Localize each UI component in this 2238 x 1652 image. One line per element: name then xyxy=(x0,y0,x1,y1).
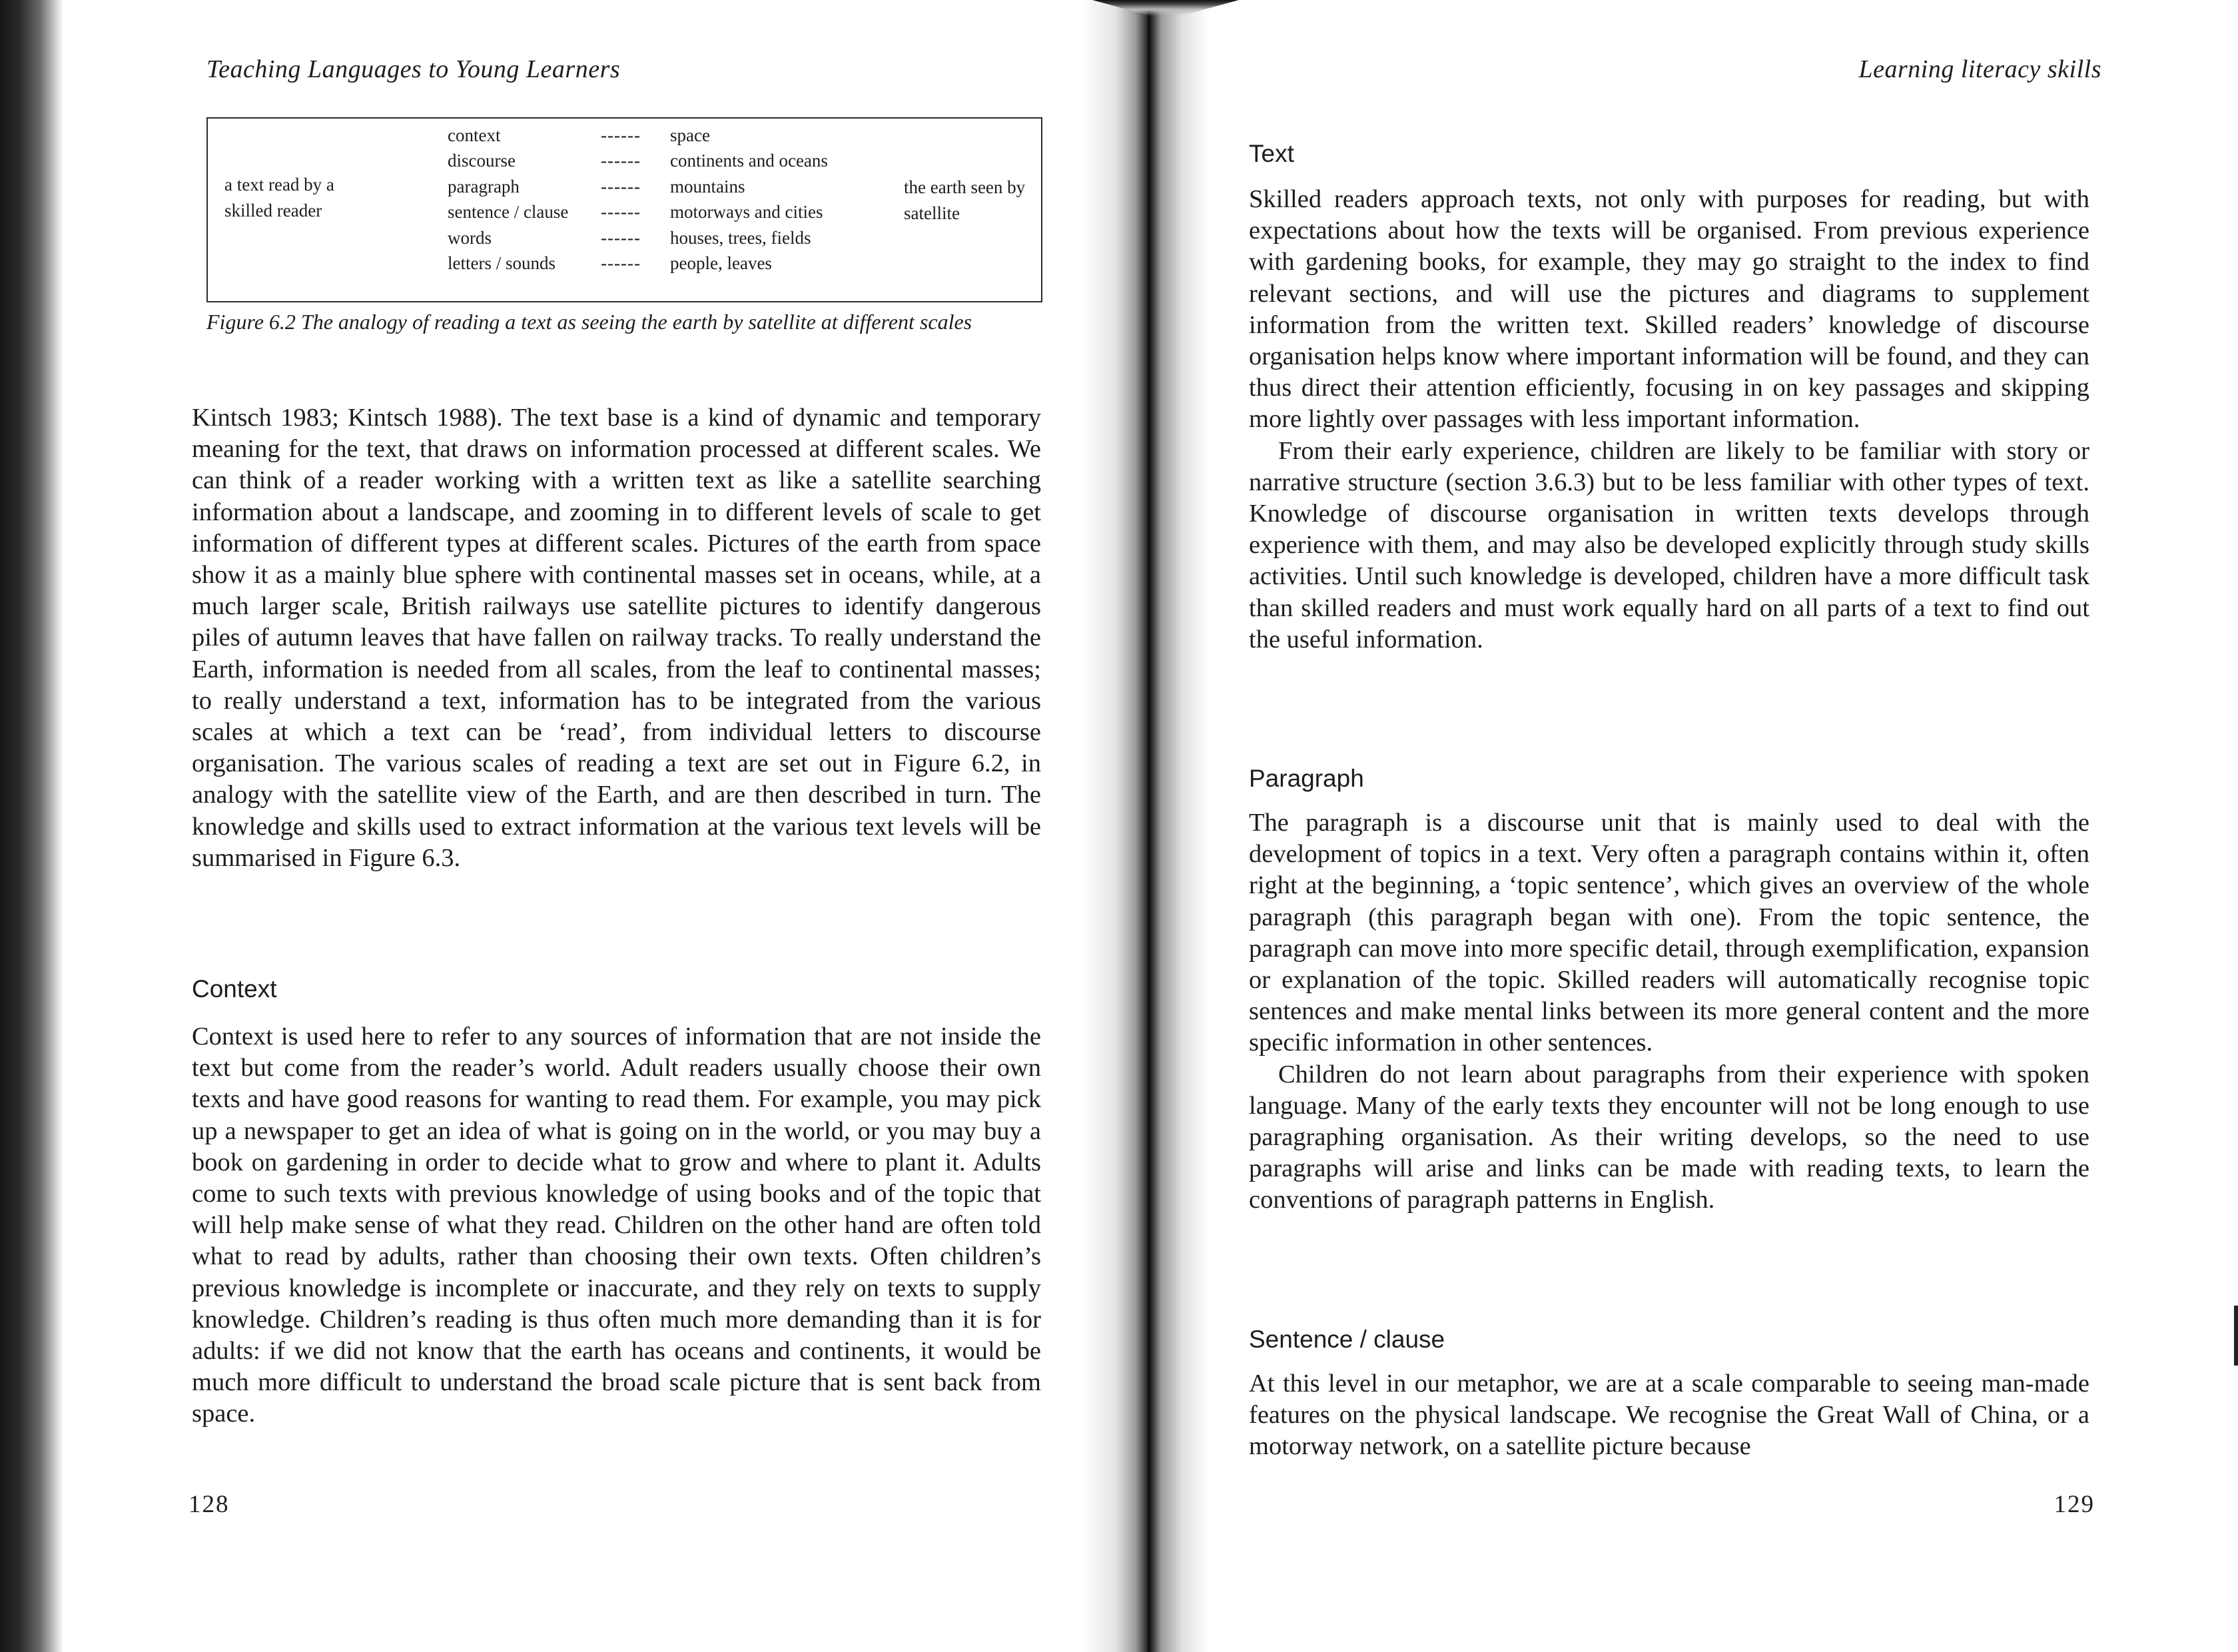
figure-text-level: context xyxy=(448,125,501,145)
figure-row xyxy=(448,149,894,175)
figure-text-level: discourse xyxy=(448,151,516,171)
figure-text-level: sentence / clause xyxy=(448,202,569,222)
sentence-clause-heading: Sentence / clause xyxy=(1249,1326,1445,1353)
left-page xyxy=(180,0,1046,1652)
figure-dash: ------ xyxy=(601,202,641,222)
scan-right-edge-mark xyxy=(2234,1306,2238,1366)
text-paragraph-2: From their early experience, children are likely to be familiar with story or narrative structure (section 3.6.3) but to be less familiar with other types of text. Knowledge of discourse organisation in written texts develops through experience with them, and may also be developed explicitly through study skills activities. Until such knowledge is developed, children have a more difficult task than skilled readers and must work equally hard on all parts of a text to find out the useful information. xyxy=(1249,436,2089,653)
intro-paragraph: Kintsch 1983; Kintsch 1988). The text base is a kind of dynamic and temporary meaning for the text, that draws on information processed at different scales. We can think of a reader working with a written text as like a satellite searching information about a landscape, and zooming in to different levels of scale to get information of different types at different scales. Pictures of the earth from space show it as a mainly blue sphere with continental masses set in oceans, while, at a much larger scale, British railways use satellite pictures to identify dangerous piles of autumn leaves that have fallen on railway tracks. To really understand the Earth, information is needed from all scales, from the leaf to continental masses; to really understand a text, information has to be integrated from the various scales at which a text can be ‘read’, from individual letters to discourse organisation. The various scales of reading a text are set out in Figure 6.2, in analogy with the satellite view of the Earth, and are then described in turn. The knowledge and skills used to extract information at the various text levels will be summarised in Figure 6.3. xyxy=(192,404,1041,872)
right-running-head: Learning literacy skills xyxy=(1858,55,2101,83)
figure-rows xyxy=(448,123,894,276)
figure-earth-feature: mountains xyxy=(670,176,745,197)
book-gutter-shadow xyxy=(1082,0,1209,1652)
figure-row xyxy=(448,251,894,277)
paragraph-section-body xyxy=(1249,807,2089,1216)
figure-text-level: words xyxy=(448,227,492,248)
figure-row xyxy=(448,225,894,251)
figure-earth-feature: houses, trees, fields xyxy=(670,227,811,248)
sentence-section-body xyxy=(1249,1368,2089,1463)
figure-6-2-box xyxy=(206,117,1042,302)
page-number-right: 129 xyxy=(2053,1491,2095,1518)
text-heading: Text xyxy=(1249,140,1294,167)
left-running-head: Teaching Languages to Young Learners xyxy=(206,55,621,83)
figure-earth-feature: continents and oceans xyxy=(670,151,828,171)
figure-left-label: a text read by a skilled reader xyxy=(224,175,334,220)
figure-text-level: letters / sounds xyxy=(448,253,556,274)
figure-earth-feature: space xyxy=(670,125,710,145)
figure-earth-feature: motorways and cities xyxy=(670,202,823,222)
paragraph-heading: Paragraph xyxy=(1249,765,1364,792)
figure-dash: ------ xyxy=(601,253,641,274)
figure-row xyxy=(448,200,894,226)
figure-dash: ------ xyxy=(601,151,641,171)
figure-dash: ------ xyxy=(601,227,641,248)
right-page xyxy=(1249,0,2101,1652)
paragraph-paragraph-2: Children do not learn about paragraphs from their experience with spoken language. Many of the early texts they encounter will not be long enough to use paragraphing organisation. As their writing develops, so the need to use paragraphs will arise and links can be made with reading texts, to learn the conventions of paragraph patterns in English. xyxy=(1249,1060,2089,1214)
text-paragraph-1: Skilled readers approach texts, not only with purposes for reading, but with expectations about how the texts will be organised. From previous experience with gardening books, for example, they may go straight to the index to find relevant sections, and will use the pictures and diagrams to supplement information from the written text. Skilled readers’ knowledge of discourse organisation helps know where important information will be found, and they can thus direct their attention efficiently, focusing in on key passages and skipping more lightly over passages with less important information. xyxy=(1249,185,2089,434)
figure-row xyxy=(448,174,894,200)
page-number-left: 128 xyxy=(188,1491,230,1518)
left-intro-text xyxy=(192,402,1041,874)
figure-row xyxy=(448,123,894,149)
figure-dash: ------ xyxy=(601,176,641,197)
context-paragraph: Context is used here to refer to any sources of information that are not inside the text but come from the reader’s world. Adult readers usually choose their own texts and have good reasons for wanting to read them. For example, you may pick up a newspaper to get an idea of what is going on in the world, or you may buy a book on gardening in order to decide what to grow and where to plant it. Adults come to such texts with previous knowledge of using books and of the topic that will help make sense of what they read. Children on the other hand are often told what to read by adults, rather than choosing their own texts. Often children’s previous knowledge is incomplete or inaccurate, and they rely on texts to supply knowledge. Children’s reading is thus often much more demanding than it is for adults: if we did not know that the earth has oceans and continents, it would be much more difficult to understand the broad scale picture that is sent back from space. xyxy=(192,1023,1041,1428)
scan-edge-shadow xyxy=(0,0,63,1652)
figure-text-level: paragraph xyxy=(448,176,520,197)
context-heading: Context xyxy=(192,975,277,1003)
figure-earth-feature: people, leaves xyxy=(670,253,772,274)
paragraph-paragraph-1: The paragraph is a discourse unit that is mainly used to deal with the development of topics in a text. Very often a paragraph contains within it, often right at the beginning, a ‘topic sentence’, which gives an overview of the whole paragraph (this paragraph began with one). From the topic sentence, the paragraph can move into more specific detail, through exemplification, expansion or explanation of the topic. Skilled readers will automatically recognise topic sentences and make mental links between its more general content and the more specific information in other sentences. xyxy=(1249,809,2089,1057)
figure-right-label: the earth seen by satellite xyxy=(904,177,1026,223)
sentence-paragraph: At this level in our metaphor, we are at a scale comparable to seeing man-made features on the physical landscape. We recognise the Great Wall of China, or a motorway network, on a satellite picture because xyxy=(1249,1370,2089,1461)
text-section-body xyxy=(1249,184,2089,655)
figure-dash: ------ xyxy=(601,125,641,145)
context-text xyxy=(192,1021,1041,1430)
figure-6-2-caption: Figure 6.2 The analogy of reading a text as seeing the earth by satellite at different scales xyxy=(206,310,972,334)
